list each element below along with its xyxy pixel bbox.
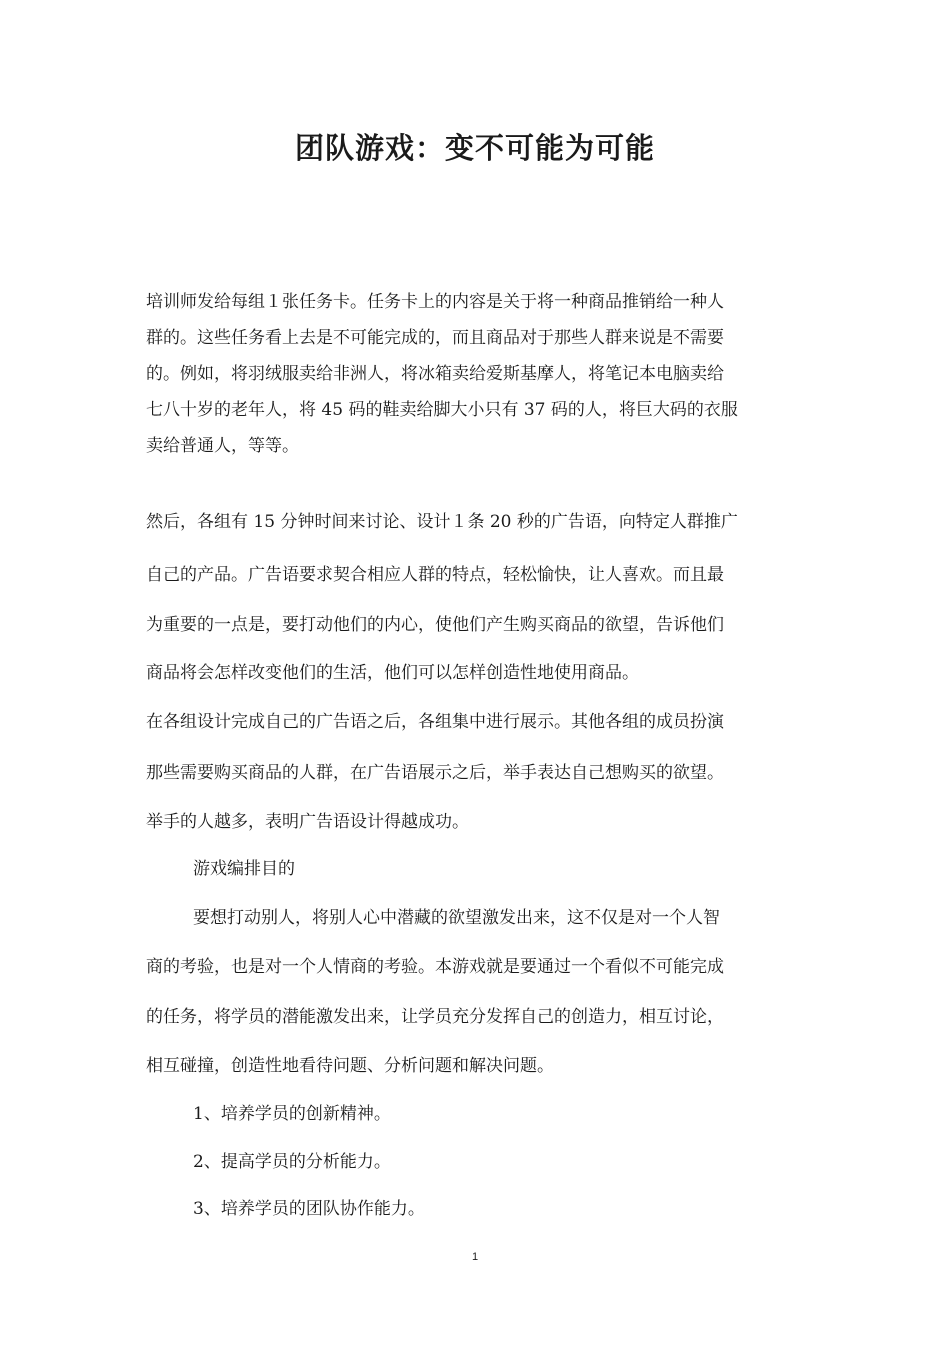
goal-item: 3、培养学员的团队协作能力。 xyxy=(193,1199,425,1219)
paragraph-4-line: 相互碰撞，创造性地看待问题、分析问题和解决问题。 xyxy=(146,1056,554,1076)
paragraph-1-line: 的。例如，将羽绒服卖给非洲人，将冰箱卖给爱斯基摩人，将笔记本电脑卖给 xyxy=(146,364,724,384)
paragraph-4-line: 商的考验，也是对一个人情商的考验。本游戏就是要通过一个看似不可能完成 xyxy=(146,957,724,977)
paragraph-2-line: 为重要的一点是，要打动他们的内心，使他们产生购买商品的欲望，告诉他们 xyxy=(146,615,724,635)
goal-item: 1、培养学员的创新精神。 xyxy=(193,1104,391,1124)
paragraph-2-line: 然后，各组有 15 分钟时间来讨论、设计１条 20 秒的广告语，向特定人群推广 xyxy=(146,512,738,532)
page-number: 1 xyxy=(471,1251,479,1263)
paragraph-3-line: 那些需要购买商品的人群，在广告语展示之后，举手表达自己想购买的欲望。 xyxy=(146,763,724,783)
goal-item: 2、提高学员的分析能力。 xyxy=(193,1152,391,1172)
paragraph-4-line: 的任务，将学员的潜能激发出来，让学员充分发挥自己的创造力，相互讨论， xyxy=(146,1007,724,1027)
document-title: 团队游戏：变不可能为可能 xyxy=(294,131,655,165)
paragraph-2-line: 商品将会怎样改变他们的生活，他们可以怎样创造性地使用商品。 xyxy=(146,663,639,683)
paragraph-3-line: 在各组设计完成自己的广告语之后，各组集中进行展示。其他各组的成员扮演 xyxy=(146,712,724,732)
paragraph-1-line: 七八十岁的老年人，将 45 码的鞋卖给脚大小只有 37 码的人，将巨大码的衣服 xyxy=(146,400,738,420)
paragraph-1-line: 卖给普通人，等等。 xyxy=(146,436,299,456)
paragraph-2-line: 自己的产品。广告语要求契合相应人群的特点，轻松愉快，让人喜欢。而且最 xyxy=(146,565,724,585)
paragraph-1-line: 培训师发给每组１张任务卡。任务卡上的内容是关于将一种商品推销给一种人 xyxy=(146,292,724,312)
paragraph-4-line: 要想打动别人，将别人心中潜藏的欲望激发出来，这不仅是对一个人智 xyxy=(193,908,720,928)
paragraph-1-line: 群的。这些任务看上去是不可能完成的，而且商品对于那些人群来说是不需要 xyxy=(146,328,724,348)
section-heading: 游戏编排目的 xyxy=(193,859,295,879)
paragraph-3-line: 举手的人越多，表明广告语设计得越成功。 xyxy=(146,812,469,832)
